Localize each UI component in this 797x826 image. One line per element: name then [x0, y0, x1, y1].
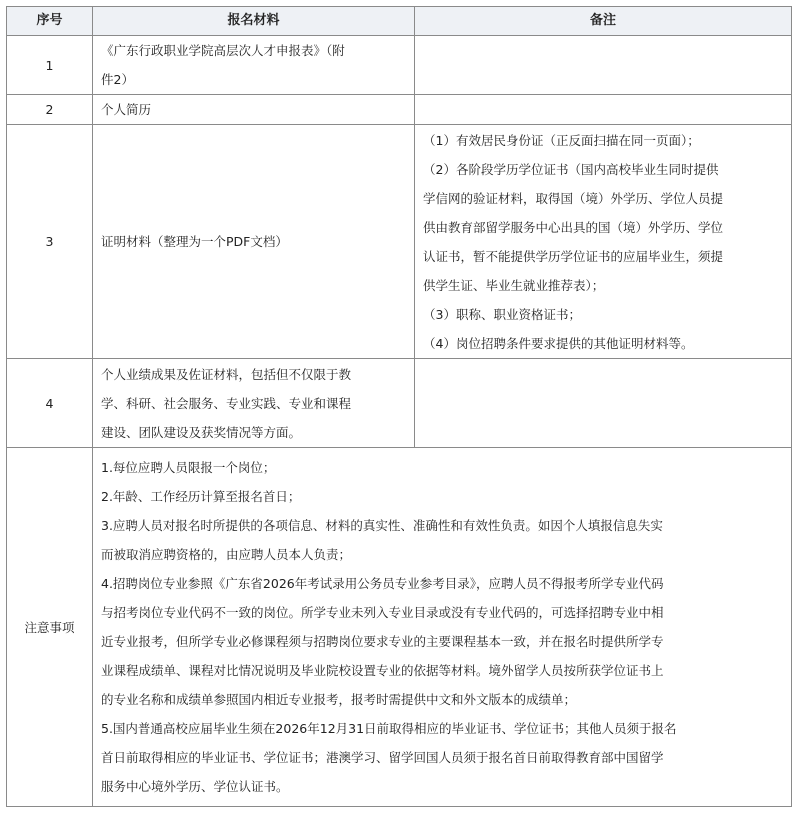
material-line: 件2）	[101, 72, 134, 87]
material-line: 证明材料（整理为一个PDF文档）	[101, 234, 288, 249]
remark-cell	[415, 359, 792, 448]
remark-cell	[415, 125, 792, 359]
table-header-row	[7, 7, 792, 36]
notice-line: 与招考岗位专业代码不一致的岗位。所学专业未列入专业目录或没有专业代码的，可选择招聘专业中相	[101, 605, 664, 620]
notice-line: 服务中心境外学历、学位认证书。	[101, 779, 289, 794]
notice-content	[93, 448, 792, 807]
material-line: 学、科研、社会服务、专业实践、专业和课程	[101, 395, 352, 411]
remark-line: （4）岗位招聘条件要求提供的其他证明材料等。	[423, 335, 694, 351]
notice-line: 的专业名称和成绩单参照国内相近专业报考，报考时需提供中文和外文版本的成绩单；	[101, 692, 577, 707]
table-row	[7, 95, 792, 125]
remark-cell	[415, 36, 792, 95]
notice-row	[7, 448, 792, 807]
remark-line: 认证书，暂不能提供学历学位证书的应届毕业生，须提	[423, 248, 724, 264]
material-line: 个人业绩成果及佐证材料，包括但不仅限于教	[101, 366, 352, 382]
remark-line: 学信网的验证材料，取得国（境）外学历、学位人员提	[423, 190, 724, 206]
row-number: 4	[7, 359, 93, 448]
notice-line: 3.应聘人员对报名时所提供的各项信息、材料的真实性、准确性和有效性负责。如因个人填报信息失实	[101, 518, 663, 533]
row-number: 1	[7, 36, 93, 95]
remark-cell	[415, 95, 792, 125]
notice-line: 业课程成绩单、课程对比情况说明及毕业院校设置专业的依据等材料。境外留学人员按所获学位证书上	[101, 663, 664, 678]
remark-line: 供由教育部留学服务中心出具的国（境）外学历、学位	[423, 219, 724, 235]
notice-line: 近专业报考，但所学专业必修课程须与招聘岗位要求专业的主要课程基本一致，并在报名时提供所学专	[101, 634, 664, 649]
material-cell	[93, 95, 415, 125]
material-cell	[93, 359, 415, 448]
remark-line: （3）职称、职业资格证书；	[423, 306, 581, 322]
notice-line: 2.年龄、工作经历计算至报名首日；	[101, 489, 301, 504]
notice-line: 首日前取得相应的毕业证书、学位证书；港澳学习、留学回国人员须于报名首日前取得教育部中国留学	[101, 750, 664, 765]
row-number: 3	[7, 125, 93, 359]
material-line: 建设、团队建设及获奖情况等方面。	[101, 424, 302, 440]
material-cell	[93, 125, 415, 359]
table-row	[7, 359, 792, 448]
header-serial-number: 序号	[7, 7, 93, 36]
header-remarks: 备注	[415, 7, 792, 36]
remark-line: 供学生证、毕业生就业推荐表）；	[423, 277, 605, 293]
notice-label: 注意事项	[7, 448, 93, 807]
table-row	[7, 125, 792, 359]
table-row	[7, 36, 792, 95]
notice-line: 1.每位应聘人员限报一个岗位；	[101, 460, 276, 475]
notice-line: 而被取消应聘资格的，由应聘人员本人负责；	[101, 547, 352, 562]
material-line: 个人简历	[101, 102, 152, 117]
header-materials: 报名材料	[93, 7, 415, 36]
material-cell	[93, 36, 415, 95]
remark-line: （1）有效居民身份证（正反面扫描在同一页面）；	[423, 132, 700, 148]
remark-line: （2）各阶段学历学位证书（国内高校毕业生同时提供	[423, 161, 719, 177]
notice-line: 5.国内普通高校应届毕业生须在2026年12月31日前取得相应的毕业证书、学位证书；其他人员须于报名	[101, 721, 677, 736]
row-number: 2	[7, 95, 93, 125]
notice-line: 4.招聘岗位专业参照《广东省2026年考试录用公务员专业参考目录》，应聘人员不得报考所学专业代码	[101, 576, 664, 591]
registration-materials-table	[6, 6, 792, 807]
material-line: 《广东行政职业学院高层次人才申报表》（附	[101, 43, 345, 58]
